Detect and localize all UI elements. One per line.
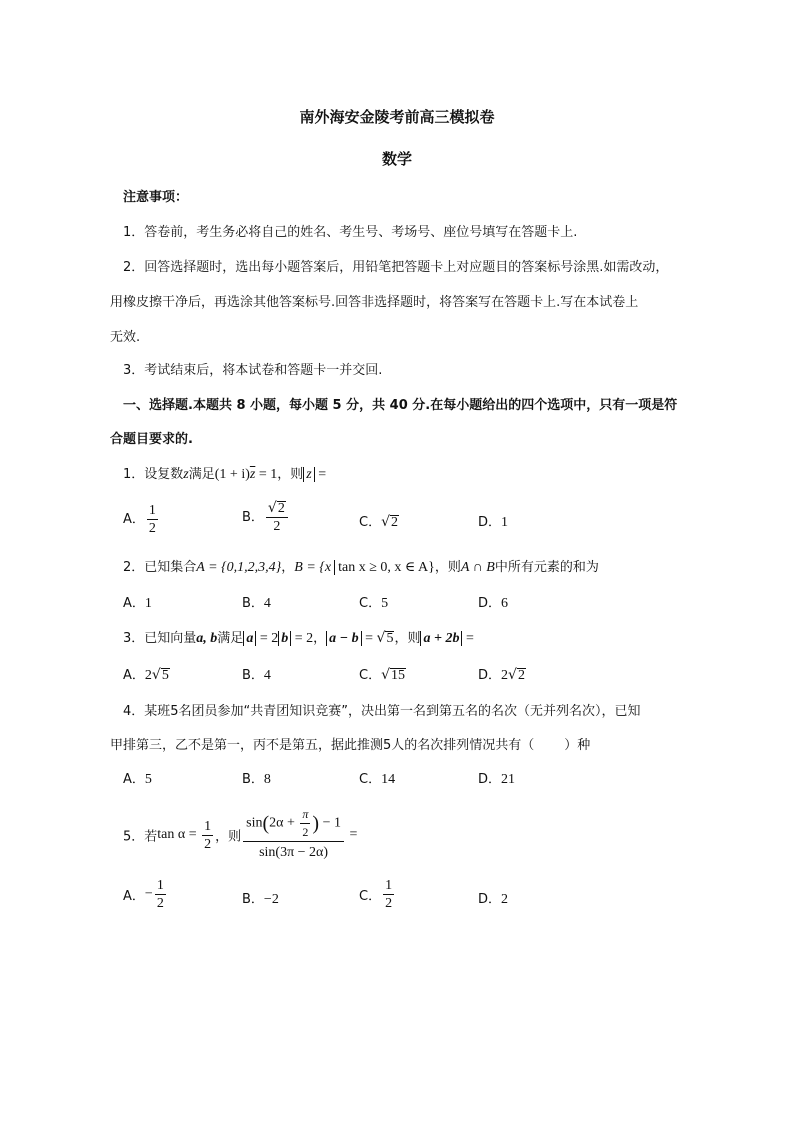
q2-option-b[interactable] [242,592,271,612]
q4-option-c-label: C． [359,772,382,787]
q2-option-d-label: D． [478,596,502,611]
q3-eq-3: = [361,631,377,646]
q2-intersection: A ∩ B [460,560,495,575]
q3-text-then: ，则 [394,631,421,646]
q5-top-sin: sin [246,815,263,831]
q4-option-b-label: B． [242,772,264,787]
q2-set-b-var: x [325,560,335,575]
q1-option-b[interactable]: B． $\frac{√2}{2}$ [242,500,290,535]
q4-text: 甲排第三，乙不是第一，丙不是第五，据此推测5人的名次排列情况共有（ [110,738,535,753]
q4-option-b[interactable] [242,768,271,788]
q5-half-den: 2 [204,836,212,852]
q1-conj-z: $\overline{z}$ [249,467,256,482]
q5-option-c-label: C． [359,889,382,904]
q1-option-d[interactable] [478,511,508,531]
q1-number: 1． [123,467,145,482]
q1-option-c-label: C． [359,515,382,530]
q1-equals-one: = 1 [255,467,278,482]
q1-option-a[interactable] [123,502,160,537]
q2-option-c-value: 5 [381,596,389,611]
subject-title: 数学 [381,150,412,168]
q3-norm-sum: a + 2b [420,631,462,646]
question-1 [123,463,326,483]
q2-text: 已知集合 [144,560,197,575]
q2-text-then: ，则 [434,560,461,575]
q5-top-arg: 2α + [269,815,299,831]
q1-option-c-rad: 2 [391,515,398,530]
question-3: 3．已知向量a, b满足 a = 2 b = 2， a − b = √5，则 a + 2b = [123,630,474,646]
q3-option-b[interactable] [242,664,271,684]
q2-option-b-label: B． [242,596,264,611]
q3-norm-b: b [278,631,291,646]
q4-option-c-value: 14 [381,772,396,787]
q1-option-a-den: 2 [148,521,156,536]
notice-heading: 注意事项： [123,190,189,205]
q5-option-c-num: 1 [385,878,393,893]
q5-text: 若 [144,829,158,845]
q3-option-a-rad: 5 [161,668,169,683]
q1-option-a-num: 1 [148,503,156,518]
q5-tan: tan α = [157,827,201,842]
q5-option-a-num: 1 [156,878,164,893]
notice-item-1: 1．答卷前，考生务必将自己的姓名、考生号、考场号、座位号填写在答题卡上. [123,225,578,240]
q2-set-b-condition: tan x ≥ 0, x ∈ A [338,560,429,575]
q3-option-a-coef: 2 [144,668,152,683]
q1-option-a-label: A． [123,512,145,527]
q4-text-end: ）种 [564,738,591,753]
q1-text-satisfy: 满足 [188,467,215,482]
q5-text-then: ，则 [215,829,242,845]
q3-eq-2: = 2 [291,631,314,646]
notice-item-2: 2．回答选择题时，选出每小题答案后，用铅笔把答题卡上对应题目的答案标号涂黑.如需改动， [123,260,669,275]
q3-option-d[interactable]: D．2√2 [478,667,525,683]
section1-instruction: 一、选择题.本题共 8 小题，每小题 5 分，共 40 分.在每小题给出的四个选项中，只有一项是符 [123,398,678,413]
q3-option-b-label: B． [242,668,264,683]
q2-set-b-close: } [428,560,435,575]
q3-option-b-value: 4 [263,668,271,683]
q3-option-c[interactable]: C．√15 [359,667,405,683]
q1-option-d-label: D． [478,515,502,530]
q3-sqrt5: 5 [386,631,394,646]
q3-eq-4: = [462,631,474,646]
q1-equals: = [314,467,327,482]
question-5 [123,806,357,864]
q3-number: 3． [123,631,145,646]
q5-option-d-value: 2 [501,892,509,907]
q5-pi-den: 2 [302,825,309,839]
q2-option-a[interactable] [123,592,152,612]
q3-option-d-rad: 2 [517,668,525,683]
q5-option-d-label: D． [478,892,502,907]
q2-option-c[interactable] [359,592,388,612]
q3-text-satisfy: 满足 [217,631,244,646]
q5-equals: = [346,827,358,842]
q4-option-a-label: A． [123,772,145,787]
q2-option-c-label: C． [359,596,382,611]
q2-number: 2． [123,560,145,575]
q3-option-c-rad: 15 [391,668,405,683]
q3-option-d-label: D． [478,668,502,683]
q3-eq-1: = 2 [256,631,279,646]
q2-option-d[interactable] [478,592,508,612]
q3-vectors: a, b [196,631,218,646]
q5-option-b[interactable] [242,888,279,908]
q3-option-c-label: C． [359,668,382,683]
q5-half-num: 1 [204,818,212,834]
q2-option-d-value: 6 [501,596,509,611]
q4-option-d[interactable] [478,768,515,788]
q5-pi: π [300,806,310,824]
q3-separator: ， [313,631,327,646]
q2-option-a-label: A． [123,596,145,611]
q5-option-b-label: B． [242,892,264,907]
question-4-cont [110,734,590,753]
q3-option-a-label: A． [123,668,145,683]
q2-set-a: A = {0,1,2,3,4} [196,560,282,575]
q2-separator: ， [281,560,295,575]
q5-option-a-den: 2 [156,896,164,911]
notice-item-3: 3．考试结束后，将本试卷和答题卡一并交回. [123,363,383,378]
q3-text: 已知向量 [144,631,197,646]
q5-option-d[interactable] [478,888,508,908]
q3-norm-diff: a − b [326,631,361,646]
q1-option-b-den: 2 [273,519,281,534]
q5-top-minus: − 1 [319,815,341,831]
q5-option-a-label: A． [123,889,145,904]
q1-factor: (1 + i) [214,467,250,482]
notice-item-2-end: 无效. [110,330,141,345]
q4-option-d-value: 21 [501,772,516,787]
notice-item-2-cont: 用橡皮擦干净后，再选涂其他答案标号.回答非选择题时，将答案写在答题卡上.写在本试卷上 [110,295,639,310]
q5-option-c-den: 2 [385,896,393,911]
q5-expression: sin(2α + $\frac{\pi}{2}$ ) − 1 sin(3π − 2α) [243,806,344,864]
q2-option-a-value: 1 [144,596,152,611]
section1-instruction-cont: 合题目要求的. [110,432,193,447]
q1-option-b-label: B． [242,510,264,525]
q3-option-d-coef: 2 [501,668,509,683]
q5-bottom: sin(3π − 2α) [259,845,329,860]
q1-text-then: ，则 [277,467,304,482]
q4-option-d-label: D． [478,772,502,787]
q1-text: 设复数 [144,467,184,482]
exam-title: 南外海安金陵考前高三模拟卷 [299,108,495,126]
q4-option-b-value: 8 [263,772,271,787]
q4-option-a-value: 5 [144,772,152,787]
question-2 [123,556,599,576]
q2-text-sum: 中所有元素的和为 [494,560,599,575]
q1-var-z: z [183,467,189,482]
q2-option-b-value: 4 [263,596,271,611]
q1-option-d-value: 1 [501,515,509,530]
q3-norm-a: a [243,631,256,646]
q5-number: 5． [123,829,145,845]
q1-option-c[interactable]: C．√2 [359,514,398,530]
q5-option-a-sign: − [144,886,153,902]
q5-option-b-value: −2 [263,892,279,907]
q5-option-c[interactable] [359,877,396,912]
q1-option-b-num: 2 [277,501,285,516]
q1-abs-z: z [303,467,314,482]
q5-option-a[interactable] [123,877,168,912]
question-4: 4．某班5名团员参加“共青团知识竞赛”，决出第一名到第五名的名次（无并列名次），已知 [123,704,641,719]
q2-set-b-open: B = { [294,560,325,575]
q4-option-c[interactable] [359,768,395,788]
q3-option-a[interactable]: A．2√5 [123,667,169,683]
q4-option-a[interactable] [123,768,152,788]
